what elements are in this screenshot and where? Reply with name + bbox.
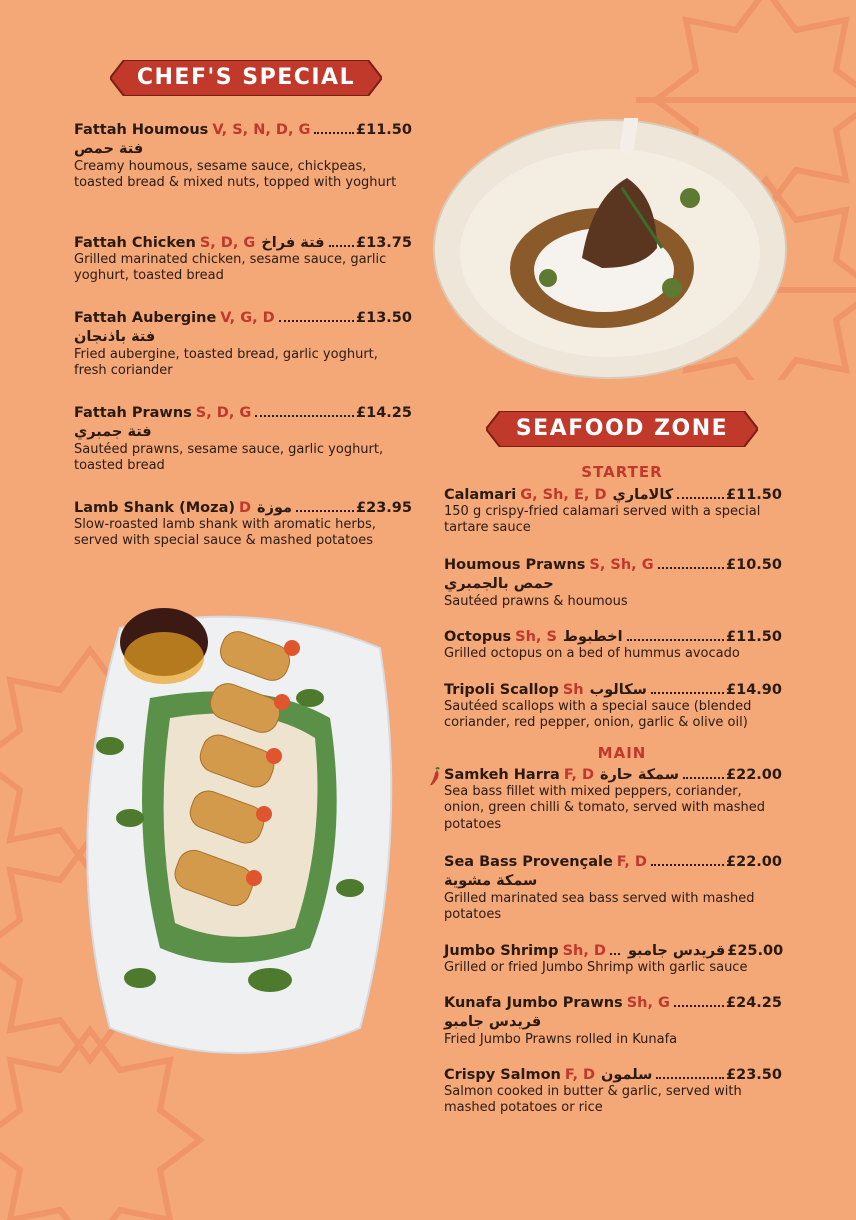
item-arabic-name: فتة فراخ [261,235,325,251]
dot-leader [651,864,724,866]
dot-leader [255,415,354,417]
dot-leader [656,1077,724,1079]
item-name: Sea Bass Provençale [444,854,613,870]
menu-item-octopus [444,629,782,662]
chefs-special-banner [110,60,382,96]
item-price: £13.75 [356,235,412,251]
item-arabic-name: اخطبوط [562,629,623,645]
seafood-zone-title: SEAFOOD ZONE [515,416,729,441]
item-arabic-name: فتة حمص [74,140,144,157]
menu-item-sea-bass-provencale [444,854,782,924]
item-description: Grilled octopus on a bed of hummus avocado [444,645,740,661]
seafood-zone-banner [486,411,758,447]
chili-icon [428,767,442,787]
menu-item-kunafa-jumbo-prawns [444,995,782,1048]
item-description: Creamy houmous, sesame sauce, chickpeas, toasted bread & mixed nuts, topped with yoghurt [74,158,397,190]
item-arabic-name: سمكة حارة [599,767,680,783]
allergen-codes: Sh, D [562,943,606,959]
item-description: Sea bass fillet with mixed peppers, coriander, onion, green chilli & tomato, served with mashed potatoes [444,783,765,832]
item-name: Lamb Shank (Moza) [74,500,235,516]
allergen-codes: Sh [562,682,584,698]
allergen-codes: S, D, G [195,405,252,421]
item-name: Fattah Houmous [74,122,209,138]
item-description: 150 g crispy-fried calamari served with a special tartare sauce [444,503,761,535]
item-price: £11.50 [356,122,412,138]
allergen-codes: Sh, G [626,995,670,1011]
item-arabic-name: موزة [257,500,293,516]
menu-item-fattah-chicken [74,235,412,285]
menu-item-lamb-shank [74,500,412,550]
item-description: Fried Jumbo Prawns rolled in Kunafa [444,1031,678,1047]
dot-leader [658,567,724,569]
allergen-codes: V, S, N, D, G [212,122,311,138]
allergen-codes: V, G, D [220,310,275,326]
item-price: £23.95 [356,500,412,516]
dot-leader [314,132,354,134]
item-price: £10.50 [726,557,782,573]
item-name: Jumbo Shrimp [444,943,559,959]
item-description: Sautéed scallops with a special sauce (blended coriander, red pepper, onion, garlic & olive oil) [444,698,752,730]
item-description: Slow-roasted lamb shank with aromatic herbs, served with special sauce & mashed potatoes [74,516,376,548]
item-arabic-name: سمكة مشوية [444,872,538,889]
allergen-codes: F, D [563,767,594,783]
menu-item-calamari [444,487,782,537]
item-name: Kunafa Jumbo Prawns [444,995,623,1011]
item-price: £24.25 [726,995,782,1011]
menu-item-fattah-aubergine [74,310,412,380]
item-description: Grilled marinated sea bass served with mashed potatoes [444,890,755,922]
dot-leader [683,777,724,779]
item-price: £13.50 [356,310,412,326]
item-arabic-name: قريدس جامبو [627,943,726,959]
item-name: Crispy Salmon [444,1067,561,1083]
item-price: £22.00 [726,854,782,870]
item-name: Fattah Aubergine [74,310,217,326]
menu-item-tripoli-scallop [444,682,782,732]
allergen-codes: F, D [616,854,647,870]
menu-item-fattah-houmous [74,122,412,192]
dot-leader [677,497,724,499]
item-arabic-name: سكالوب [589,682,647,698]
item-price: £25.00 [727,943,784,959]
allergen-codes: D [239,500,252,516]
item-arabic-name: كالاماري [612,487,674,503]
dot-leader [296,510,354,512]
item-name: Samkeh Harra [444,767,560,783]
item-arabic-name: فتة باذنجان [74,328,156,345]
item-description: Sautéed prawns, sesame sauce, garlic yoghurt, toasted bread [74,441,384,473]
dot-leader [627,639,724,641]
item-price: £11.50 [726,629,782,645]
main-heading: MAIN [597,744,647,762]
lamb-shank-plate-image [432,118,788,380]
item-name: Octopus [444,629,512,645]
item-name: Houmous Prawns [444,557,586,573]
item-name: Fattah Prawns [74,405,192,421]
item-price: £23.50 [726,1067,782,1083]
item-name: Tripoli Scallop [444,682,559,698]
dot-leader [610,953,620,955]
menu-item-houmous-prawns [444,557,782,610]
kunafa-prawns-plate-image [60,608,406,1066]
dot-leader [651,692,724,694]
dot-leader [329,245,355,247]
allergen-codes: S, D, G [199,235,256,251]
allergen-codes: G, Sh, E, D [520,487,607,503]
allergen-codes: S, Sh, G [589,557,654,573]
item-price: £11.50 [726,487,782,503]
item-price: £22.00 [726,767,782,783]
item-name: Fattah Chicken [74,235,196,251]
item-description: Grilled or fried Jumbo Shrimp with garlic sauce [444,959,748,975]
item-arabic-name: فتة جمبري [74,423,152,440]
item-price: £14.90 [726,682,782,698]
dot-leader [279,320,354,322]
item-description: Sautéed prawns & houmous [444,593,628,609]
menu-item-crispy-salmon [444,1067,782,1117]
item-name: Calamari [444,487,517,503]
menu-item-fattah-prawns [74,405,412,475]
menu-item-jumbo-shrimp [444,943,782,976]
item-description: Salmon cooked in butter & garlic, served with mashed potatoes or rice [444,1083,742,1115]
item-price: £14.25 [356,405,412,421]
item-arabic-name: حمص بالجمبري [444,575,554,592]
item-arabic-name: قريدس جامبو [444,1013,542,1030]
chefs-special-title: CHEF'S SPECIAL [136,65,356,90]
item-arabic-name: سلمون [601,1067,653,1083]
item-description: Grilled marinated chicken, sesame sauce, garlic yoghurt, toasted bread [74,251,387,283]
starter-heading: STARTER [581,463,663,481]
allergen-codes: Sh, S [515,629,557,645]
menu-item-samkeh-harra [444,767,782,833]
allergen-codes: F, D [564,1067,596,1083]
dot-leader [674,1005,724,1007]
item-description: Fried aubergine, toasted bread, garlic yoghurt, fresh coriander [74,346,378,378]
